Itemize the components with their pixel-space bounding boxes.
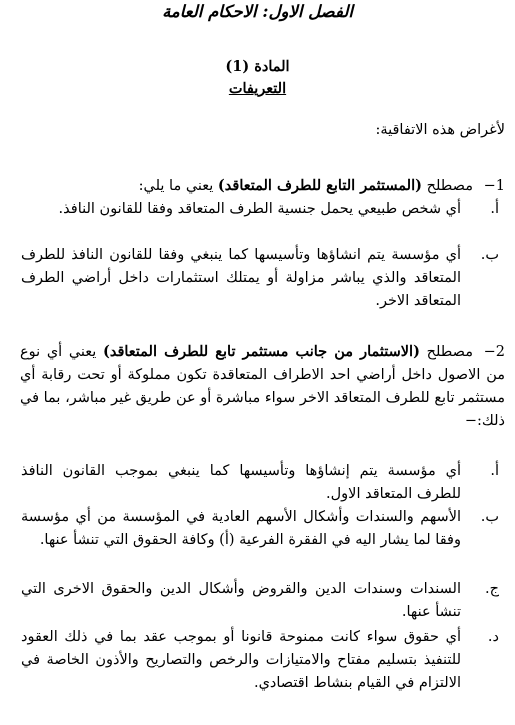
definition-item-2 <box>20 340 505 433</box>
sub-item-1a <box>21 198 499 221</box>
chapter-title: الفصل الاول: الاحكام العامة <box>162 2 353 21</box>
article-name: التعريفات <box>228 80 287 97</box>
sub-text: أي شخص طبيعي يحمل جنسية الطرف المتعاقد وفقا للقانون النافذ. <box>58 201 461 217</box>
sub-letter: أ. <box>490 463 499 479</box>
item-tail: يعني أي نوع من الاصول داخل أراضي احد الاطراف المتعاقدة تكون مملوكة أو تحت رقابة أي مستثمر تابع للطرف المتعاقد الاخر سواء مباشرة أو عن طريق غير مباشر، بما في ذلك:− <box>20 344 505 429</box>
sub-letter: ج. <box>485 581 499 597</box>
item-number: 1− <box>483 178 505 194</box>
item-term: (المستثمر التابع للطرف المتعاقد) <box>217 177 422 194</box>
definition-item-1 <box>20 174 505 198</box>
intro-text: لأغراض هذه الاتفاقية: <box>375 122 505 138</box>
sub-letter: ب. <box>480 247 499 263</box>
sub-letter: أ. <box>490 201 499 217</box>
item-term: (الاستثمار من جانب مستثمر تابع للطرف المتعاقد) <box>102 343 420 360</box>
sub-text: الأسهم والسندات وأشكال الأسهم العادية في المؤسسة من أي مؤسسة وفقا لما يشار اليه في الفقرة الفرعية (أ) وكافة الحقوق التي تنشأ عنها. <box>21 509 461 548</box>
sub-text: أي حقوق سواء كانت ممنوحة قانونا أو بموجب عقد بما في ذلك العقود للتنفيذ بتسليم مفتاح والامتيازات والرخص والتصاريح والأذون الخاصة في الالتزام في القيام بنشاط اقتصادي. <box>21 629 461 691</box>
item-number: 2− <box>483 344 505 360</box>
sub-item-2a <box>21 460 499 506</box>
sub-text: أي مؤسسة يتم إنشاؤها وتأسيسها كما ينبغي بموجب القانون النافذ للطرف المتعاقد الاول. <box>21 463 461 502</box>
sub-item-2d <box>21 626 499 695</box>
sub-text: السندات وسندات الدين والقروض وأشكال الدين والحقوق الاخرى التي تنشأ عنها. <box>21 581 461 620</box>
sub-item-1b <box>21 244 499 313</box>
sub-item-2c <box>21 578 499 624</box>
item-tail: يعني ما يلي: <box>138 178 218 194</box>
sub-text: أي مؤسسة يتم انشاؤها وتأسيسها كما ينبغي وفقا للقانون النافذ للطرف المتعاقد والذي يباشر مزاولة أو يمتلك استثمارات داخل أراضي الطرف المتعاقد الاخر. <box>21 247 461 309</box>
item-lead: مصطلح <box>421 178 473 194</box>
article-number: المادة (1) <box>225 58 290 75</box>
sub-item-2b <box>21 506 499 552</box>
item-lead: مصطلح <box>419 344 473 360</box>
sub-letter: ب. <box>480 509 499 525</box>
sub-letter: د. <box>487 629 499 645</box>
